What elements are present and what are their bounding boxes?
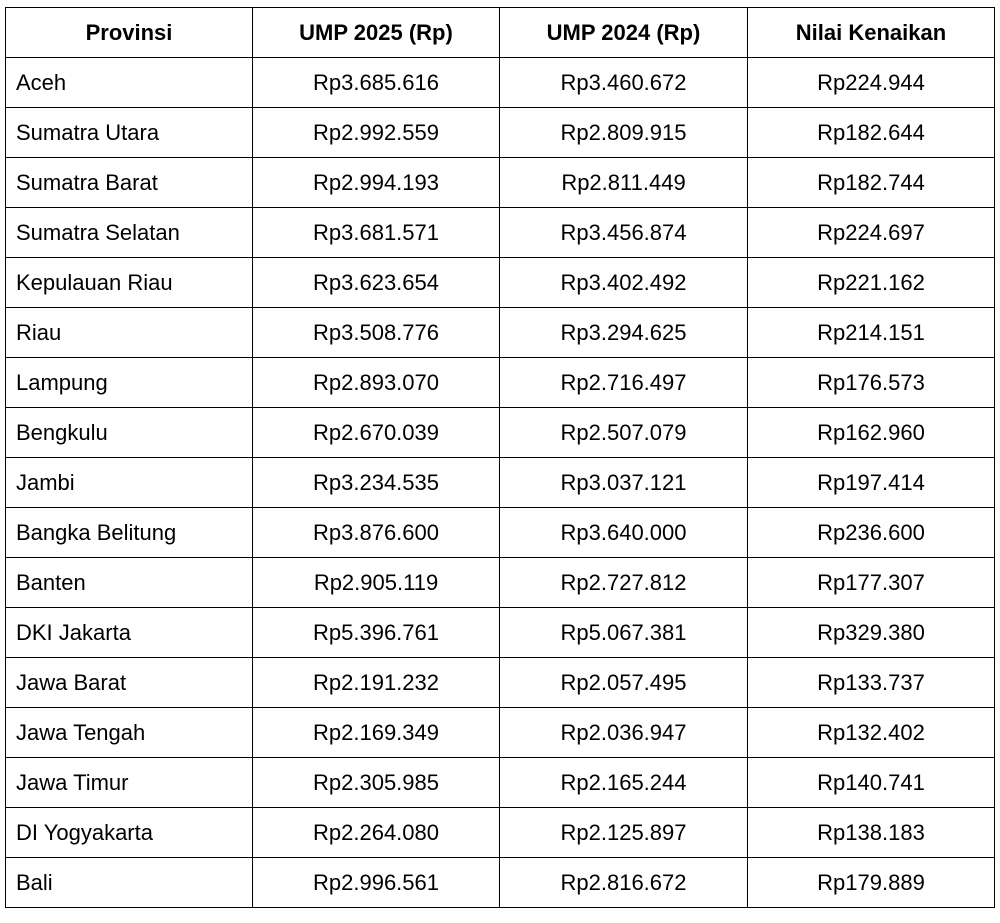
cell-nilai-kenaikan: Rp177.307	[748, 558, 995, 608]
cell-provinsi: Bali	[6, 858, 253, 908]
cell-provinsi: Sumatra Selatan	[6, 208, 253, 258]
cell-nilai-kenaikan: Rp182.644	[748, 108, 995, 158]
cell-ump-2024: Rp3.402.492	[500, 258, 748, 308]
table-row	[6, 408, 995, 458]
cell-nilai-kenaikan: Rp132.402	[748, 708, 995, 758]
table-body	[6, 58, 995, 908]
cell-provinsi: Riau	[6, 308, 253, 358]
header-nilai-kenaikan: Nilai Kenaikan	[748, 8, 995, 58]
cell-ump-2025: Rp2.305.985	[253, 758, 500, 808]
header-ump-2025: UMP 2025 (Rp)	[253, 8, 500, 58]
cell-provinsi: Bengkulu	[6, 408, 253, 458]
cell-ump-2025: Rp3.508.776	[253, 308, 500, 358]
table-row	[6, 458, 995, 508]
cell-ump-2025: Rp3.623.654	[253, 258, 500, 308]
cell-provinsi: Jawa Timur	[6, 758, 253, 808]
table-row	[6, 158, 995, 208]
table-row	[6, 658, 995, 708]
cell-ump-2025: Rp2.670.039	[253, 408, 500, 458]
cell-nilai-kenaikan: Rp197.414	[748, 458, 995, 508]
cell-provinsi: Banten	[6, 558, 253, 608]
cell-nilai-kenaikan: Rp179.889	[748, 858, 995, 908]
cell-nilai-kenaikan: Rp221.162	[748, 258, 995, 308]
cell-ump-2024: Rp5.067.381	[500, 608, 748, 658]
table-header-row	[6, 8, 995, 58]
cell-ump-2025: Rp3.681.571	[253, 208, 500, 258]
table-row	[6, 108, 995, 158]
cell-provinsi: DI Yogyakarta	[6, 808, 253, 858]
cell-provinsi: Jambi	[6, 458, 253, 508]
cell-provinsi: Jawa Barat	[6, 658, 253, 708]
table-row	[6, 58, 995, 108]
cell-ump-2024: Rp2.716.497	[500, 358, 748, 408]
cell-ump-2025: Rp2.191.232	[253, 658, 500, 708]
table-row	[6, 308, 995, 358]
table-row	[6, 858, 995, 908]
ump-table	[5, 7, 995, 908]
table-row	[6, 358, 995, 408]
cell-ump-2025: Rp2.169.349	[253, 708, 500, 758]
cell-ump-2024: Rp3.294.625	[500, 308, 748, 358]
cell-provinsi: Aceh	[6, 58, 253, 108]
cell-ump-2025: Rp2.992.559	[253, 108, 500, 158]
cell-ump-2024: Rp2.125.897	[500, 808, 748, 858]
cell-ump-2025: Rp3.685.616	[253, 58, 500, 108]
cell-provinsi: DKI Jakarta	[6, 608, 253, 658]
cell-ump-2025: Rp2.994.193	[253, 158, 500, 208]
table-row	[6, 258, 995, 308]
cell-ump-2025: Rp2.264.080	[253, 808, 500, 858]
cell-ump-2025: Rp2.905.119	[253, 558, 500, 608]
ump-table-container	[5, 7, 995, 908]
cell-ump-2025: Rp2.996.561	[253, 858, 500, 908]
cell-ump-2024: Rp2.816.672	[500, 858, 748, 908]
header-ump-2024: UMP 2024 (Rp)	[500, 8, 748, 58]
cell-nilai-kenaikan: Rp182.744	[748, 158, 995, 208]
header-provinsi: Provinsi	[6, 8, 253, 58]
cell-provinsi: Sumatra Barat	[6, 158, 253, 208]
cell-nilai-kenaikan: Rp329.380	[748, 608, 995, 658]
cell-ump-2024: Rp2.809.915	[500, 108, 748, 158]
cell-ump-2024: Rp2.036.947	[500, 708, 748, 758]
cell-ump-2025: Rp2.893.070	[253, 358, 500, 408]
cell-ump-2024: Rp2.727.812	[500, 558, 748, 608]
cell-provinsi: Lampung	[6, 358, 253, 408]
cell-provinsi: Sumatra Utara	[6, 108, 253, 158]
cell-provinsi: Kepulauan Riau	[6, 258, 253, 308]
cell-nilai-kenaikan: Rp224.697	[748, 208, 995, 258]
cell-ump-2024: Rp3.640.000	[500, 508, 748, 558]
cell-ump-2025: Rp3.876.600	[253, 508, 500, 558]
cell-nilai-kenaikan: Rp162.960	[748, 408, 995, 458]
table-row	[6, 708, 995, 758]
cell-ump-2024: Rp2.507.079	[500, 408, 748, 458]
cell-nilai-kenaikan: Rp133.737	[748, 658, 995, 708]
table-row	[6, 758, 995, 808]
cell-nilai-kenaikan: Rp176.573	[748, 358, 995, 408]
cell-nilai-kenaikan: Rp214.151	[748, 308, 995, 358]
table-row	[6, 558, 995, 608]
cell-nilai-kenaikan: Rp140.741	[748, 758, 995, 808]
cell-ump-2025: Rp5.396.761	[253, 608, 500, 658]
cell-nilai-kenaikan: Rp224.944	[748, 58, 995, 108]
cell-ump-2024: Rp3.460.672	[500, 58, 748, 108]
table-row	[6, 808, 995, 858]
cell-nilai-kenaikan: Rp138.183	[748, 808, 995, 858]
cell-ump-2024: Rp3.456.874	[500, 208, 748, 258]
cell-ump-2024: Rp3.037.121	[500, 458, 748, 508]
cell-provinsi: Bangka Belitung	[6, 508, 253, 558]
cell-ump-2024: Rp2.057.495	[500, 658, 748, 708]
table-row	[6, 508, 995, 558]
table-row	[6, 608, 995, 658]
cell-ump-2025: Rp3.234.535	[253, 458, 500, 508]
table-row	[6, 208, 995, 258]
cell-provinsi: Jawa Tengah	[6, 708, 253, 758]
cell-ump-2024: Rp2.811.449	[500, 158, 748, 208]
cell-ump-2024: Rp2.165.244	[500, 758, 748, 808]
cell-nilai-kenaikan: Rp236.600	[748, 508, 995, 558]
